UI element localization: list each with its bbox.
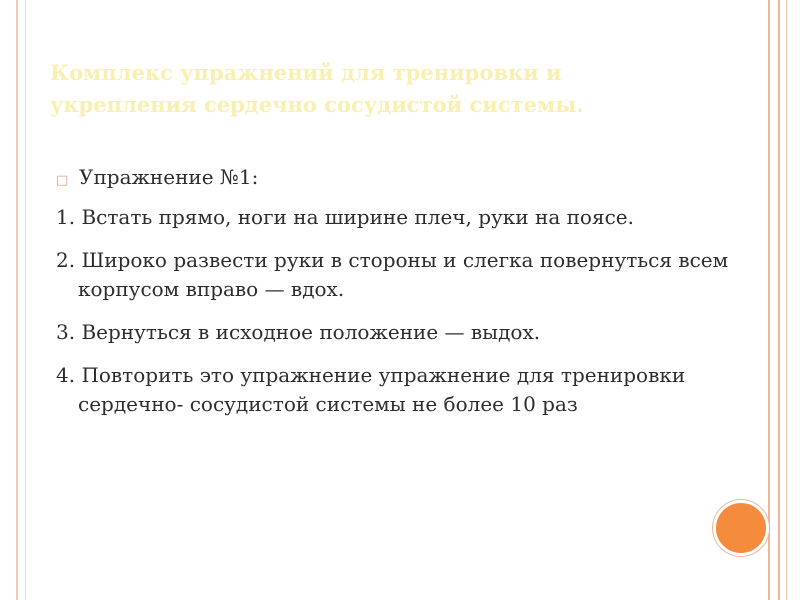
- left-border-line: [16, 0, 18, 600]
- step-2-text: 2. Широко развести руки в стороны и слегка повернуться всем корпусом вправо — вдох.: [56, 248, 729, 301]
- exercise-heading-text: Упражнение №1:: [79, 165, 259, 189]
- slide-title: Комплекс упражнений для тренировки и укрепления сердечно сосудистой системы.: [50, 60, 584, 117]
- slide-content: [56, 165, 746, 433]
- left-border-line-inner: [25, 0, 26, 600]
- step-item: [56, 361, 746, 419]
- step-3-text: 3. Вернуться в исходное положение — выдох.: [56, 320, 541, 344]
- step-item: [56, 203, 746, 232]
- right-border-line-edge: [786, 0, 787, 600]
- step-1-text: 1. Встать прямо, ноги на ширине плеч, руки на поясе.: [56, 205, 634, 229]
- bullet-icon: □: [56, 173, 69, 188]
- orange-circle-decoration: [713, 500, 769, 556]
- exercise-heading: [56, 165, 746, 189]
- right-border-line-outer: [778, 0, 780, 600]
- step-item: [56, 246, 746, 304]
- step-4-text: 4. Повторить это упражнение упражнение для тренировки сердечно- сосудистой системы не более 10 раз: [56, 363, 686, 416]
- right-border-line: [768, 0, 770, 600]
- step-item: [56, 318, 746, 347]
